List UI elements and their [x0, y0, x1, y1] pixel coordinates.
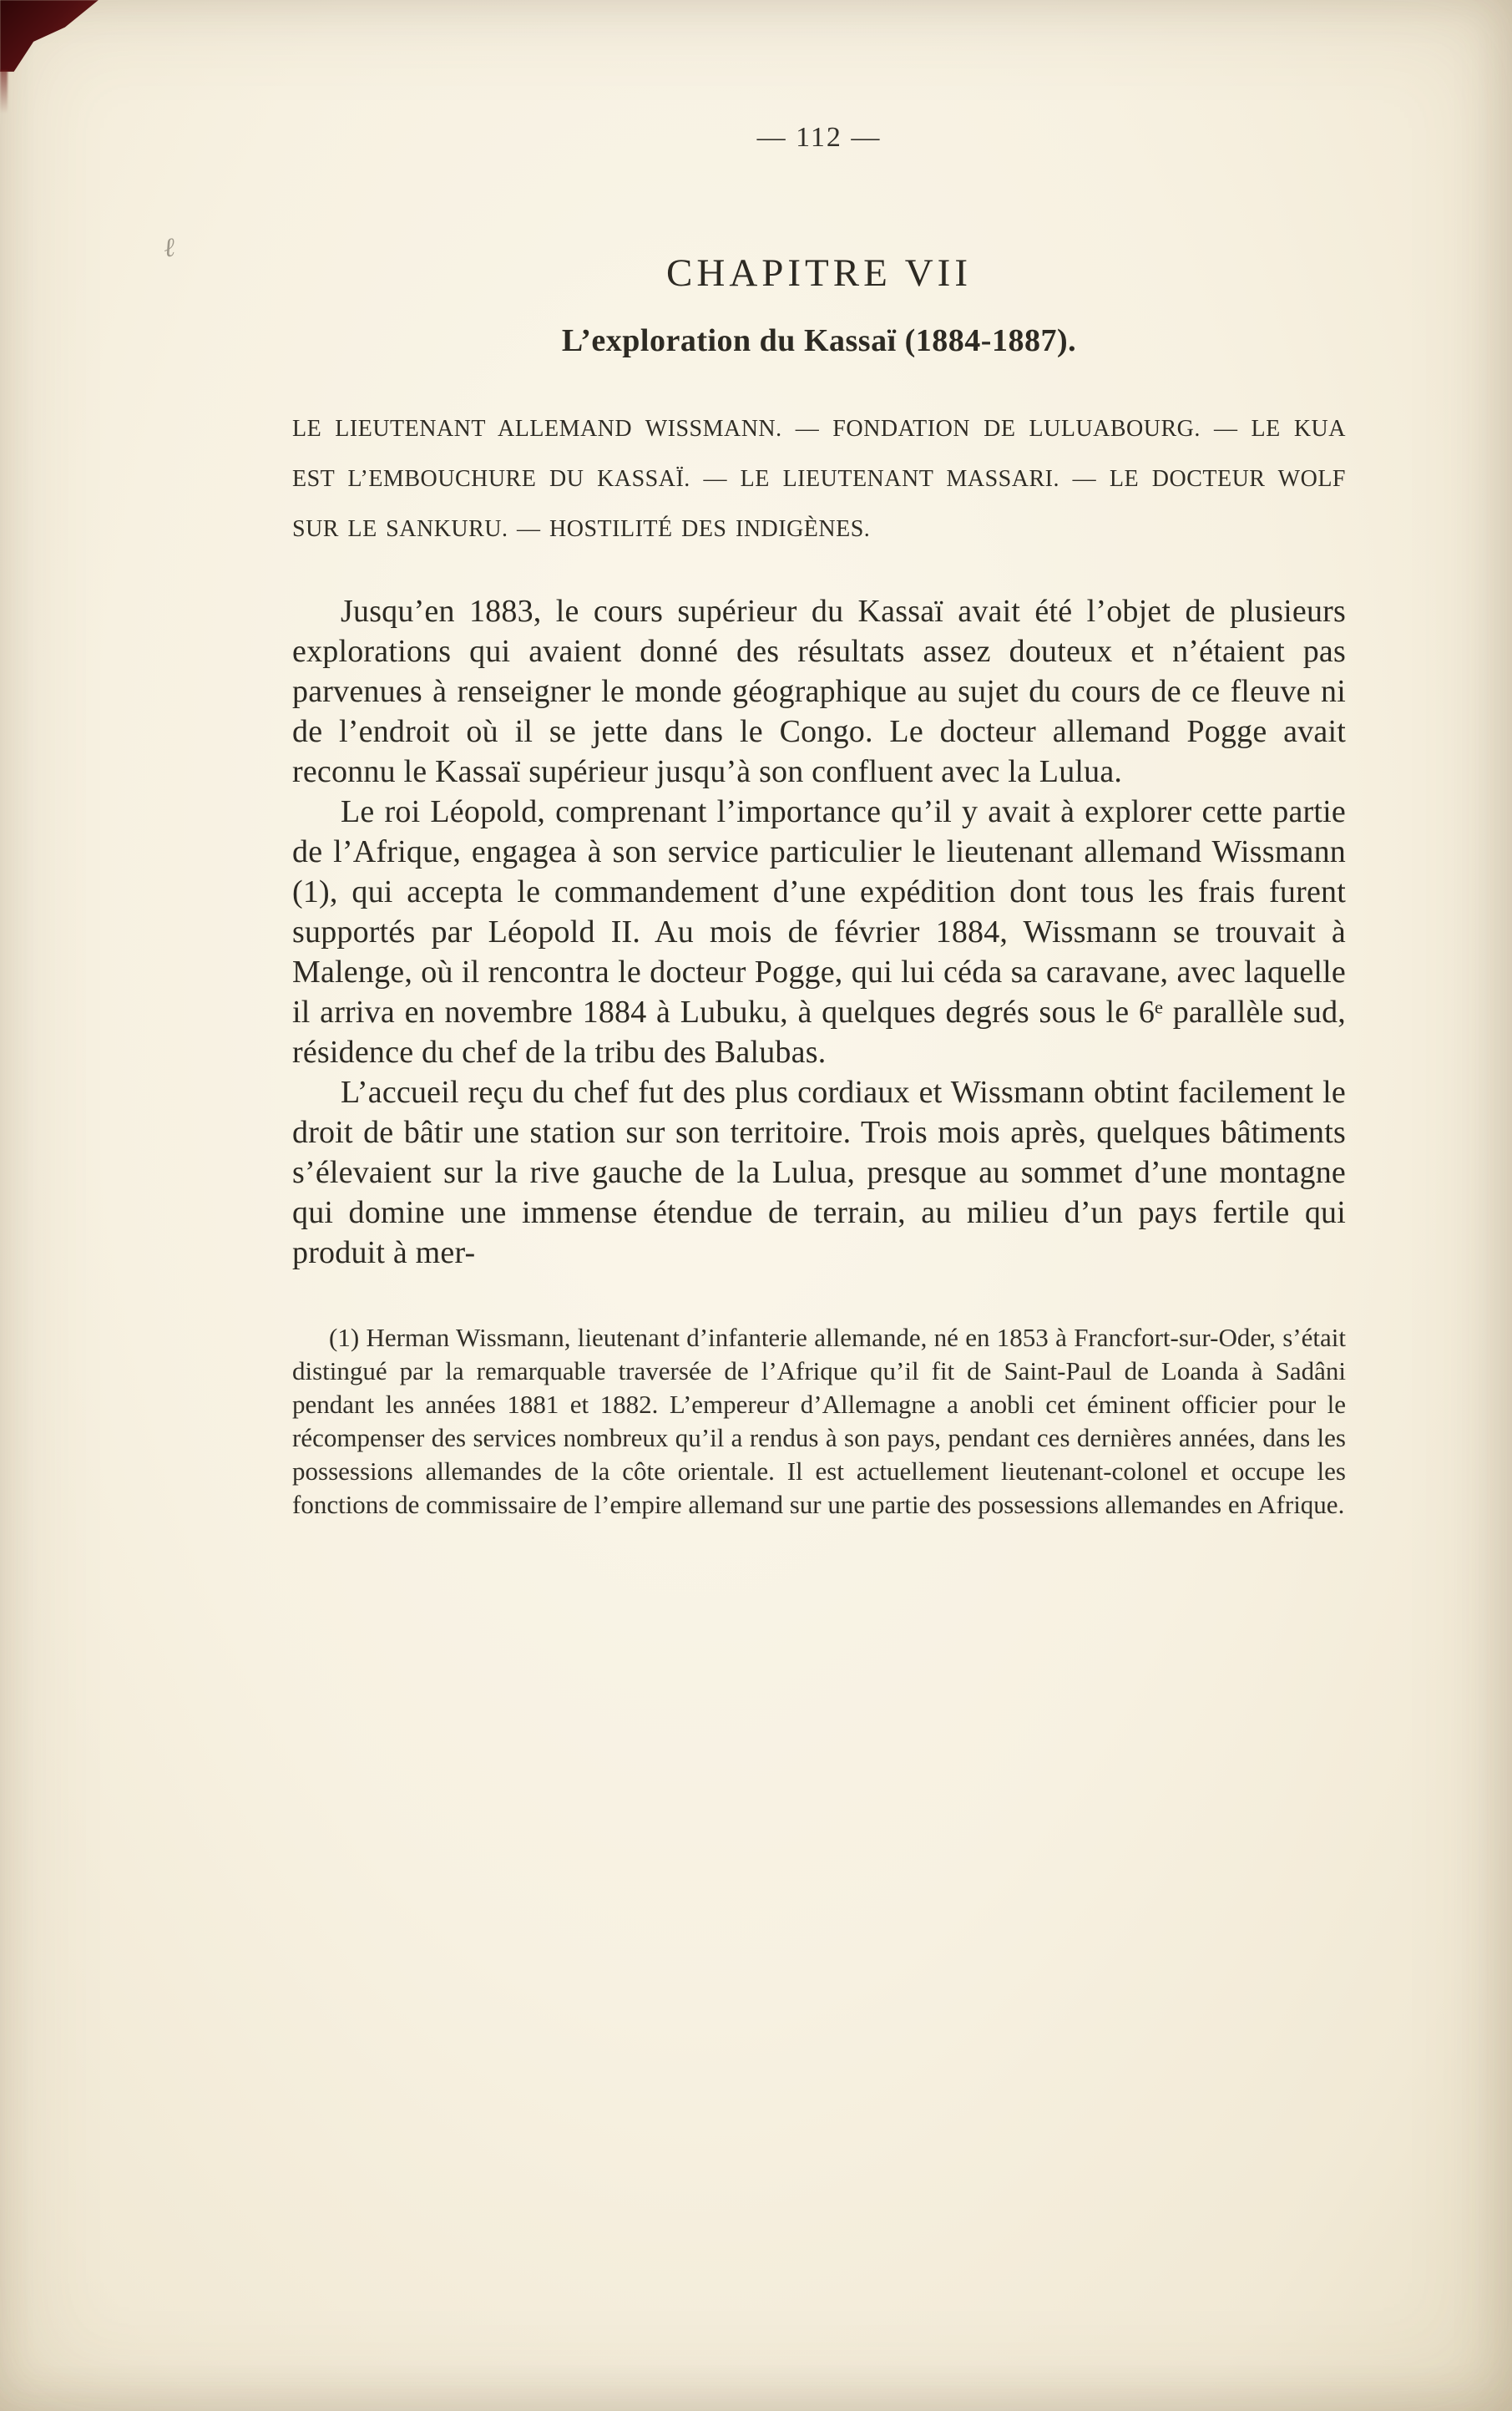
footnote: (1) Herman Wissmann, lieutenant d’infanterie allemande, né en 1853 à Francfort-sur-Oder, s’était distingué par la remarquable traversée de l’Afrique qu’il fit de Saint-Paul de Loanda à Sadâni pendant les années 1881 et 1882. L’empereur d’Allemagne a anobli cet éminent officier pour le récompenser des services nombreux qu’il a rendus à son pays, pendant ces dernières années, dans les possessions allemandes de la côte orientale. Il est actuellement lieutenant-colonel et occupe les fonctions de commissaire de l’empire allemand sur une partie des possessions allemandes en Afrique.	[292, 1323, 1346, 1519]
page-text-column	[292, 0, 1346, 1522]
chapter-summary: LE LIEUTENANT ALLEMAND WISSMANN. — FONDATION DE LULUABOURG. — LE KUA EST L’EMBOUCHURE DU KASSAÏ. — LE LIEUTENANT MASSARI. — LE DOCTEUR WOLF SUR LE SANKURU. — HOSTILITÉ DES INDIGÈNES.	[292, 416, 1346, 542]
body-paragraph-2: Le roi Léopold, comprenant l’importance qu’il y avait à explorer cette partie de l’Afrique, engagea à son service particulier le lieutenant allemand Wissmann (1), qui accepta le commandement d’une expédition dont tous les frais furent supportés par Léopold II. Au mois de février 1884, Wissmann se trouvait à Malenge, où il rencontra le docteur Pogge, qui lui céda sa caravane, avec laquelle il arriva en novembre 1884 à Lubuku, à quelques degrés sous le 6ᵉ parallèle sud, résidence du chef de la tribu des Balubas.	[292, 794, 1346, 1070]
scan-corner-artifact	[0, 0, 99, 72]
chapter-title: L’exploration du Kassaï (1884-1887).	[561, 323, 1077, 358]
scan-edge-artifact	[0, 70, 8, 114]
margin-pencil-mark: ℓ	[162, 231, 177, 263]
body-paragraph-1: Jusqu’en 1883, le cours supérieur du Kassaï avait été l’objet de plusieurs explorations qui avaient donné des résultats assez douteux et n’étaient pas parvenues à renseigner le monde géographique au sujet du cours de ce fleuve ni de l’endroit où il se jette dans le Congo. Le docteur allemand Pogge avait reconnu le Kassaï supérieur jusqu’à son confluent avec la Lulua.	[292, 594, 1346, 789]
chapter-heading: CHAPITRE VII	[666, 251, 972, 295]
page-number: — 112 —	[756, 122, 882, 153]
body-paragraph-3: L’accueil reçu du chef fut des plus cordiaux et Wissmann obtint facilement le droit de bâtir une station sur son territoire. Trois mois après, quelques bâtiments s’élevaient sur la rive gauche de la Lulua, presque au sommet d’une montagne qui domine une immense étendue de terrain, au milieu d’un pays fertile qui produit à mer-	[292, 1075, 1346, 1270]
